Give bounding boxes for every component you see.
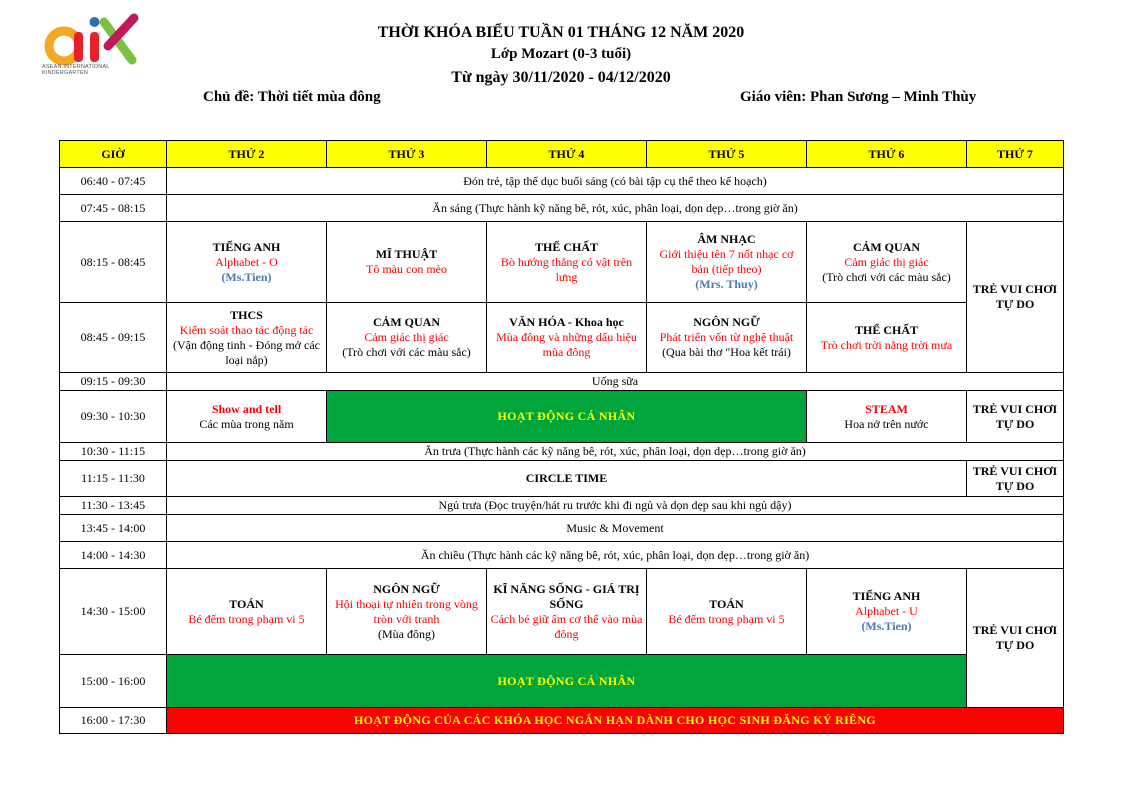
table-row bbox=[60, 515, 1064, 542]
lesson-desc: Cảm giác thị giác bbox=[364, 330, 449, 344]
table-row bbox=[60, 168, 1064, 195]
lesson-title: MĨ THUẬT bbox=[375, 247, 438, 261]
free-play-cell: TRẺ VUI CHƠI TỰ DO bbox=[967, 569, 1064, 708]
lesson-cell bbox=[487, 222, 647, 303]
lesson-title: ÂM NHẠC bbox=[697, 232, 756, 246]
col-header-fri: THỨ 6 bbox=[807, 141, 967, 168]
lesson-cell bbox=[167, 222, 327, 303]
topic: Chủ đề: Thời tiết mùa đông bbox=[203, 89, 381, 105]
table-row bbox=[60, 569, 1064, 655]
lesson-title: TIẾNG ANH bbox=[212, 239, 281, 254]
header-row bbox=[60, 141, 1064, 168]
lesson-title: Show and tell bbox=[211, 401, 282, 416]
lesson-cell bbox=[327, 222, 487, 303]
lesson-note: (Trò chơi với các màu sắc) bbox=[822, 269, 951, 284]
activity-cell: Đón trẻ, tập thể dục buổi sáng (có bài tập cụ thể theo kế hoạch) bbox=[167, 168, 1064, 195]
lesson-desc: Bò hướng thẳng có vật trên lưng bbox=[500, 254, 633, 284]
individual-activity-cell: HOẠT ĐỘNG CÁ NHÂN bbox=[327, 391, 807, 443]
lesson-cell bbox=[807, 569, 967, 655]
lesson-cell bbox=[807, 222, 967, 303]
col-header-tue: THỨ 3 bbox=[327, 141, 487, 168]
lesson-note: (Qua bài thơ "Hoa kết trái) bbox=[662, 345, 791, 359]
individual-activity-cell: HOẠT ĐỘNG CÁ NHÂN bbox=[167, 655, 967, 708]
lesson-desc: Phát triển vốn từ nghệ thuật bbox=[659, 330, 794, 344]
lesson-cell bbox=[167, 303, 327, 373]
table-row bbox=[60, 222, 1064, 303]
lesson-desc: Alphabet - O bbox=[215, 254, 278, 269]
lesson-title: KĨ NĂNG SỐNG - GIÁ TRỊ SỐNG bbox=[493, 581, 640, 611]
lesson-desc: Hoa nở trên nước bbox=[844, 416, 929, 431]
lesson-desc: Cách bé giữ ấm cơ thể vào mùa đông bbox=[490, 611, 643, 641]
time-cell: 06:40 - 07:45 bbox=[60, 168, 167, 195]
lesson-desc: Kiểm soát thao tác động tác bbox=[179, 322, 314, 337]
lesson-desc: Mùa đông và những dấu hiệu mùa đông bbox=[496, 330, 637, 359]
col-header-mon: THỨ 2 bbox=[167, 141, 327, 168]
free-play-cell: TRẺ VUI CHƠI TỰ DO bbox=[967, 222, 1064, 373]
lesson-cell bbox=[647, 569, 807, 655]
time-cell: 08:15 - 08:45 bbox=[60, 222, 167, 303]
lesson-note: (Vận động tinh - Đóng mở các loại nắp) bbox=[173, 337, 320, 367]
lesson-title: CẢM QUAN bbox=[373, 315, 440, 329]
activity-cell: Ăn trưa (Thực hành các kỹ năng bê, rót, xúc, phân loại, dọn dẹp…trong giờ ăn) bbox=[167, 443, 1064, 461]
lesson-title: NGÔN NGỮ bbox=[693, 315, 760, 329]
activity-cell: Ngủ trưa (Đọc truyện/hát ru trước khi đi ngủ và dọn dẹp sau khi ngủ dậy) bbox=[167, 497, 1064, 515]
table-row bbox=[60, 708, 1064, 734]
time-cell: 07:45 - 08:15 bbox=[60, 195, 167, 222]
lesson-title: TOÁN bbox=[709, 596, 744, 611]
lesson-note: (Mùa đông) bbox=[378, 626, 435, 641]
table-row bbox=[60, 461, 1064, 497]
lesson-title: TIẾNG ANH bbox=[852, 589, 921, 603]
lesson-cell bbox=[327, 569, 487, 655]
lesson-teacher: (Mrs. Thuy) bbox=[695, 277, 758, 291]
col-header-thu: THỨ 5 bbox=[647, 141, 807, 168]
table-row bbox=[60, 373, 1064, 391]
class-name: Lớp Mozart (0-3 tuổi) bbox=[490, 46, 632, 62]
table-row bbox=[60, 542, 1064, 569]
time-cell: 14:00 - 14:30 bbox=[60, 542, 167, 569]
activity-cell: Music & Movement bbox=[167, 515, 1064, 542]
time-cell: 11:15 - 11:30 bbox=[60, 461, 167, 497]
time-cell: 11:30 - 13:45 bbox=[60, 497, 167, 515]
lesson-title: VĂN HÓA - Khoa học bbox=[509, 315, 624, 329]
lesson-teacher: (Ms.Tien) bbox=[861, 619, 912, 633]
lesson-desc: Hội thoại tự nhiên trong vòng tròn với tranh bbox=[335, 596, 478, 626]
lesson-title: THCS bbox=[230, 307, 263, 322]
lesson-cell bbox=[647, 222, 807, 303]
page-title: THỜI KHÓA BIỂU TUẦN 01 THÁNG 12 NĂM 2020 bbox=[377, 24, 745, 41]
logo-caption-1: ASEAN INTERNATIONAL bbox=[42, 64, 110, 70]
lesson-title: NGÔN NGỮ bbox=[373, 581, 440, 596]
lesson-desc: Alphabet - U bbox=[855, 604, 918, 618]
lesson-cell bbox=[167, 391, 327, 443]
table-row bbox=[60, 303, 1064, 373]
lesson-title: THỂ CHẤT bbox=[534, 239, 598, 254]
activity-cell: Ăn chiều (Thực hành các kỹ năng bê, rót, xúc, phân loại, dọn dẹp…trong giờ ăn) bbox=[167, 542, 1064, 569]
col-header-sat: THỨ 7 bbox=[967, 141, 1064, 168]
activity-cell: Uống sữa bbox=[167, 373, 1064, 391]
lesson-desc: Bé đếm trong phạm vi 5 bbox=[668, 611, 785, 626]
time-cell: 09:30 - 10:30 bbox=[60, 391, 167, 443]
lesson-title: CẢM QUAN bbox=[853, 239, 920, 254]
lesson-desc: Tô màu con mèo bbox=[366, 262, 447, 276]
table-row bbox=[60, 195, 1064, 222]
time-cell: 08:45 - 09:15 bbox=[60, 303, 167, 373]
lesson-cell bbox=[167, 569, 327, 655]
logo-caption-2: KINDERGARTEN bbox=[42, 70, 88, 76]
time-cell: 13:45 - 14:00 bbox=[60, 515, 167, 542]
time-cell: 10:30 - 11:15 bbox=[60, 443, 167, 461]
circle-time-cell: CIRCLE TIME bbox=[167, 461, 967, 497]
lesson-title: STEAM bbox=[865, 401, 908, 416]
activity-cell: Ăn sáng (Thực hành kỹ năng bê, rót, xúc, phân loại, dọn dẹp…trong giờ ăn) bbox=[167, 195, 1064, 222]
time-cell: 14:30 - 15:00 bbox=[60, 569, 167, 655]
lesson-desc: Bé đếm trong phạm vi 5 bbox=[188, 611, 305, 626]
lesson-cell bbox=[807, 391, 967, 443]
free-play-cell: TRẺ VUI CHƠI TỰ DO bbox=[967, 461, 1064, 497]
col-header-wed: THỨ 4 bbox=[487, 141, 647, 168]
lesson-title: TOÁN bbox=[229, 596, 264, 611]
table-row bbox=[60, 655, 1064, 708]
lesson-cell bbox=[647, 303, 807, 373]
table-row bbox=[60, 391, 1064, 443]
lesson-desc: Giới thiệu tên 7 nốt nhạc cơ bản (tiếp theo) bbox=[659, 247, 794, 276]
lesson-title: THỂ CHẤT bbox=[854, 322, 918, 337]
teacher: Giáo viên: Phan Sương – Minh Thùy bbox=[740, 89, 977, 105]
lesson-cell bbox=[487, 303, 647, 373]
lesson-teacher: (Ms.Tien) bbox=[221, 269, 272, 284]
lesson-desc: Cảm giác thị giác bbox=[844, 254, 929, 269]
table-row bbox=[60, 443, 1064, 461]
lesson-desc: Các mùa trong năm bbox=[199, 416, 294, 431]
lesson-note: (Trò chơi với các màu sắc) bbox=[342, 345, 471, 359]
time-cell: 15:00 - 16:00 bbox=[60, 655, 167, 708]
lesson-cell bbox=[807, 303, 967, 373]
free-play-cell: TRẺ VUI CHƠI TỰ DO bbox=[967, 391, 1064, 443]
lesson-cell bbox=[327, 303, 487, 373]
short-course-cell: HOẠT ĐỘNG CỦA CÁC KHÓA HỌC NGẮN HẠN DÀNH CHO HỌC SINH ĐĂNG KÝ RIÊNG bbox=[167, 708, 1064, 734]
timetable bbox=[59, 140, 1064, 734]
date-range: Từ ngày 30/11/2020 - 04/12/2020 bbox=[451, 69, 671, 86]
lesson-desc: Trò chơi trời nắng trời mưa bbox=[820, 337, 953, 352]
lesson-cell bbox=[487, 569, 647, 655]
table-row bbox=[60, 497, 1064, 515]
time-cell: 16:00 - 17:30 bbox=[60, 708, 167, 734]
col-header-time: GIỜ bbox=[60, 141, 167, 168]
time-cell: 09:15 - 09:30 bbox=[60, 373, 167, 391]
